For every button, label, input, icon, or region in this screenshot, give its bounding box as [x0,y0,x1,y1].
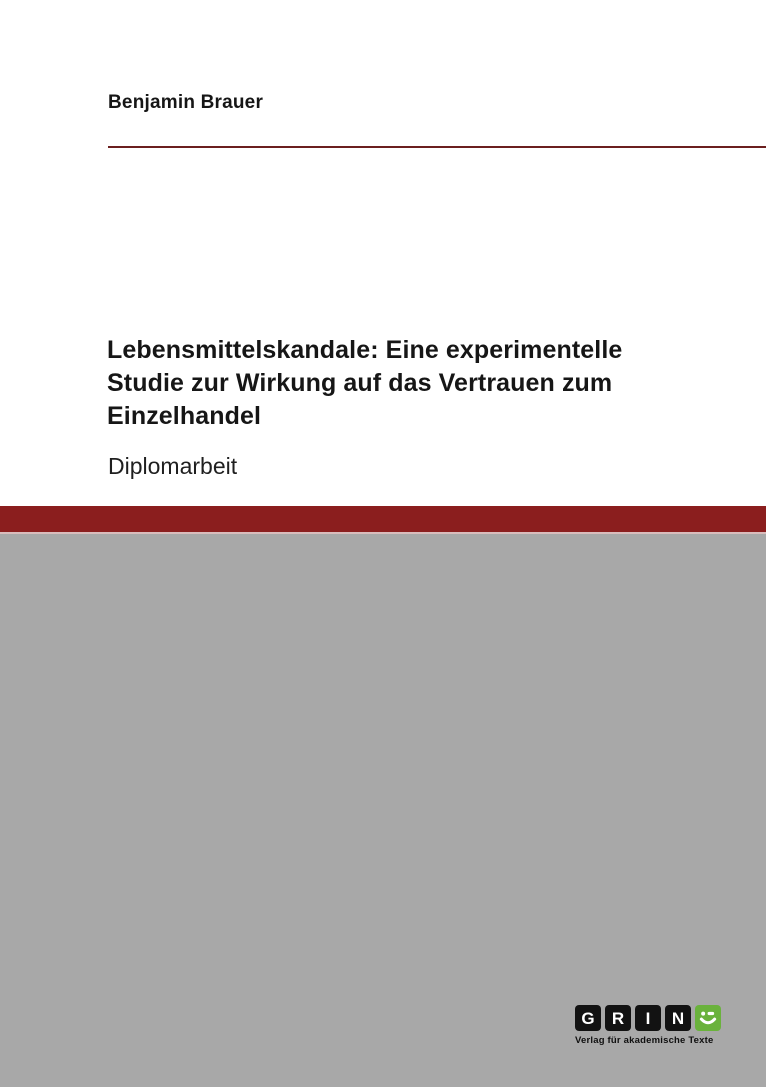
logo-letter: G [581,1008,595,1028]
book-title [107,334,707,433]
logo-letter: R [611,1008,625,1028]
author-divider-rule [108,146,766,148]
book-title-line: Lebensmittelskandale: Eine experimentelle [107,336,623,364]
logo-letter-tile [635,1005,661,1031]
author-name: Benjamin Brauer [108,92,264,113]
smiley-icon [695,1005,721,1031]
logo-letter-tile [665,1005,691,1031]
book-title-line: Studie zur Wirkung auf das Vertrauen zum [107,369,613,397]
publisher-tagline: Verlag für akademische Texte [575,1035,714,1046]
document-type-subtitle: Diplomarbeit [108,453,238,479]
logo-letter-tile [575,1005,601,1031]
book-title-line: Einzelhandel [107,402,262,430]
grin-logo-tiles [575,1005,721,1031]
logo-letter-tile [605,1005,631,1031]
accent-red-bar [0,506,766,534]
logo-letter: N [671,1008,685,1028]
grin-publisher-logo [575,1005,721,1046]
logo-letter: I [645,1008,651,1028]
